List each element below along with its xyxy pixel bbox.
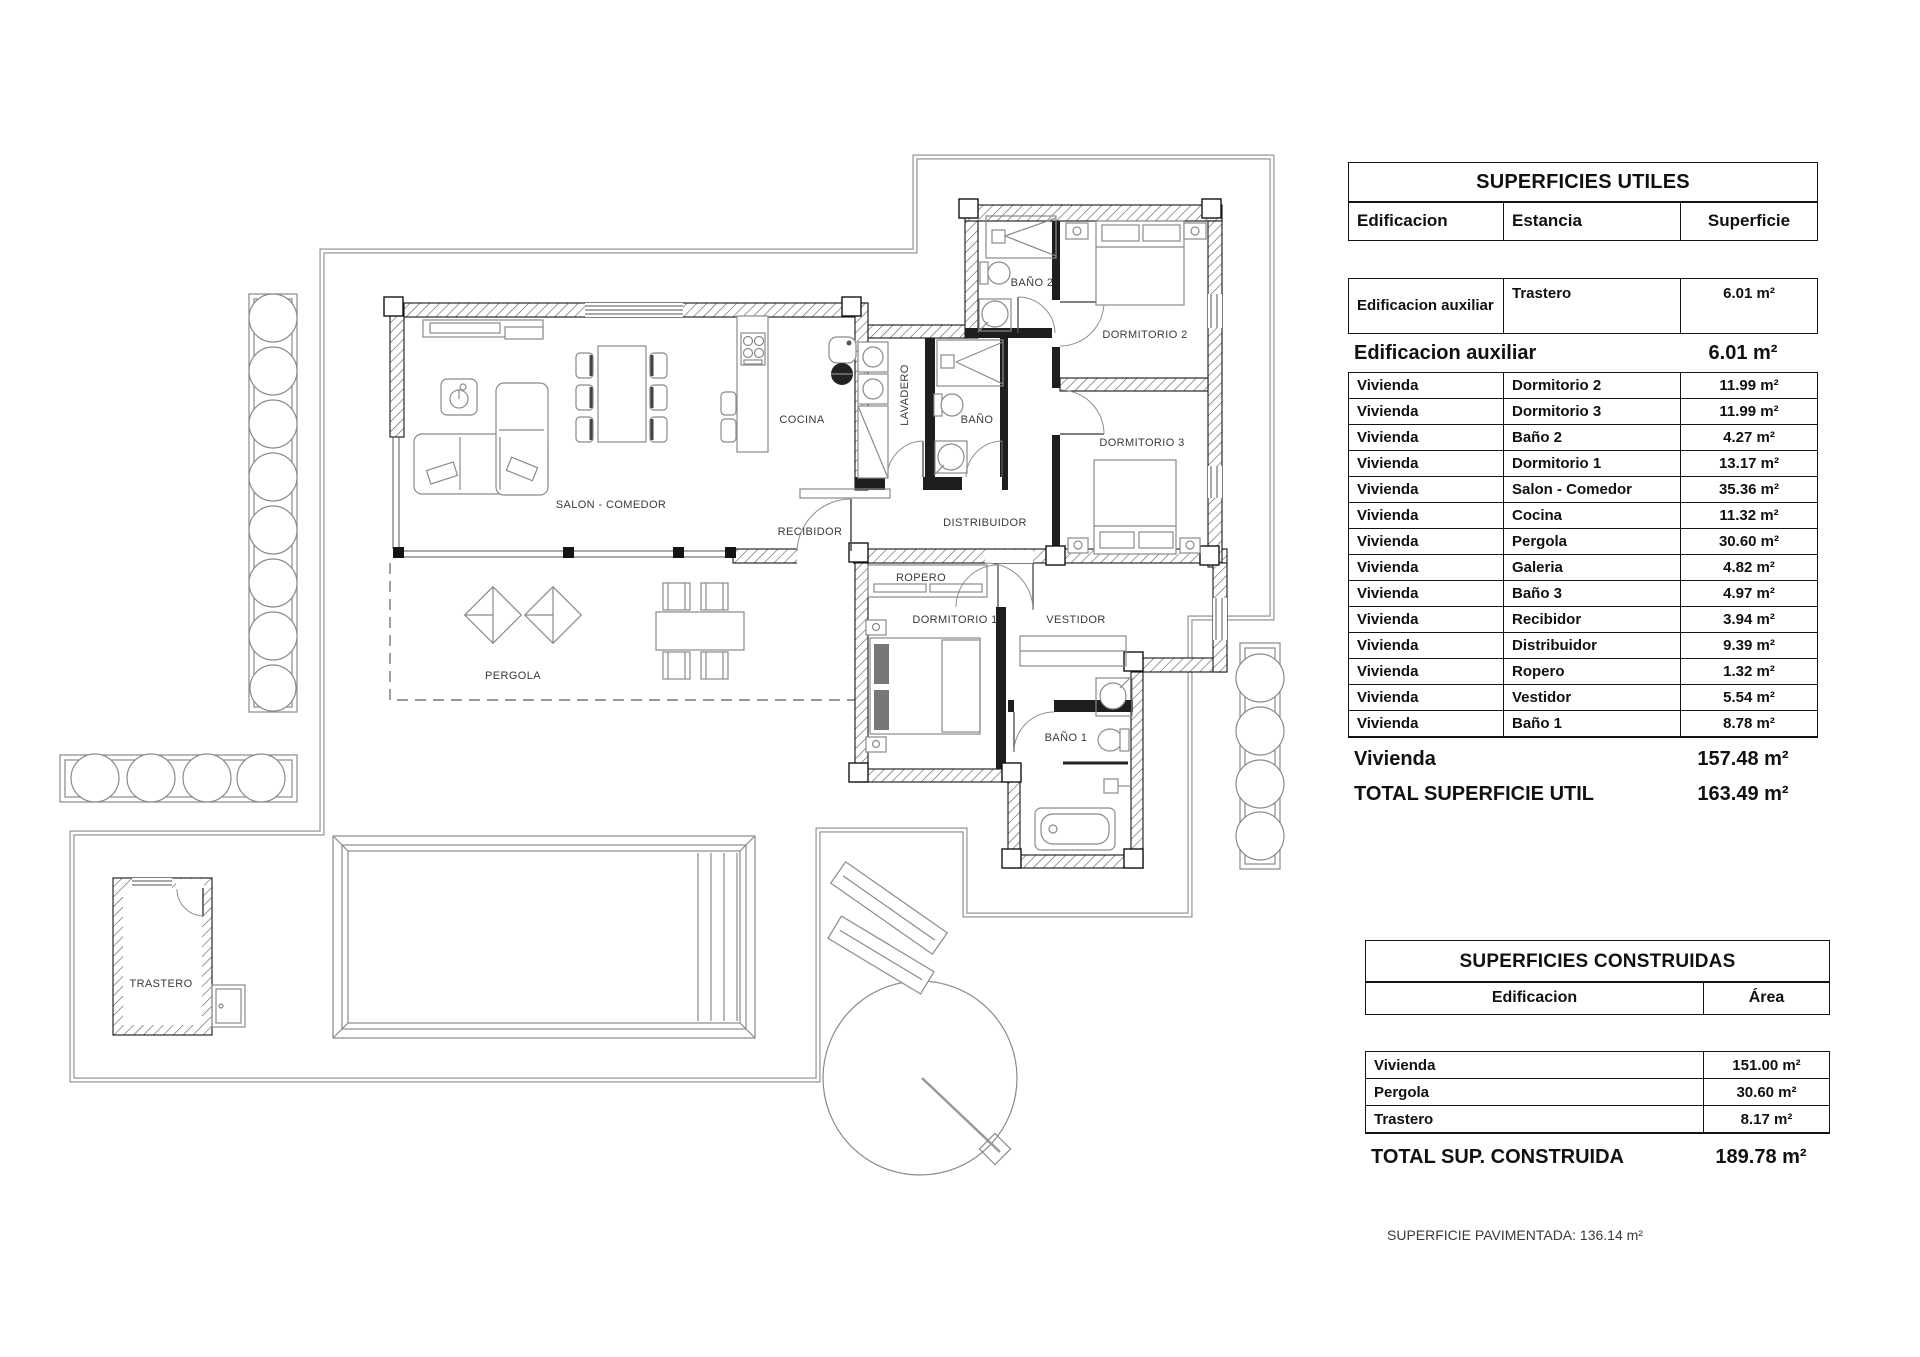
construidas-header-area: Área: [1748, 989, 1785, 1007]
room-label-salon-comedor: SALON - COMEDOR: [555, 499, 667, 511]
room-label-cocina: COCINA: [779, 414, 825, 426]
superficies-construidas-table: [1365, 940, 1830, 1176]
utiles-table-row: [1349, 685, 1817, 711]
row-edificacion: Pergola: [1366, 1079, 1704, 1105]
door-arc-icon: [986, 563, 1033, 610]
tv-unit: [423, 320, 543, 339]
construidas-total: [1365, 1138, 1830, 1176]
row-superficie: 4.97 m²: [1723, 585, 1775, 603]
row-superficie: 4.82 m²: [1723, 559, 1775, 577]
row-superficie: 11.32 m²: [1719, 507, 1779, 525]
aux-row-edificacion: Edificacion auxiliar: [1349, 279, 1504, 333]
room-label-lavadero: LAVADERO: [899, 364, 911, 426]
row-superficie: 35.36 m²: [1718, 481, 1780, 499]
row-estancia: Salon - Comedor: [1504, 477, 1681, 502]
construidas-table-title: SUPERFICIES CONSTRUIDAS: [1365, 940, 1830, 983]
door-arc-icon: [1018, 297, 1055, 333]
utiles-table-row: [1349, 711, 1817, 737]
row-edificacion: Vivienda: [1349, 685, 1504, 710]
row-superficie: 8.78 m²: [1723, 715, 1775, 733]
room-label-bano2: BAÑO 2: [1010, 277, 1054, 289]
row-estancia: Dormitorio 3: [1504, 399, 1681, 424]
door-arc-icon: [966, 441, 1002, 477]
utiles-table-row: [1349, 477, 1817, 503]
row-superficie: 9.39 m²: [1723, 637, 1775, 655]
utiles-table-row: [1349, 529, 1817, 555]
bedroom3-furniture: [1068, 460, 1200, 554]
tree-row-bottom-left: [60, 754, 297, 802]
aux-subtotal-value: 6.01 m²: [1708, 341, 1778, 364]
utiles-header-edificacion: Edificacion: [1349, 202, 1504, 240]
construidas-table-header: [1365, 981, 1830, 1015]
pool-steps-icon: [698, 853, 737, 1021]
tree-icon: [71, 754, 285, 802]
utiles-table-row: [1349, 581, 1817, 607]
construidas-table-row: [1366, 1106, 1829, 1133]
row-edificacion: Vivienda: [1349, 373, 1504, 398]
row-edificacion: Vivienda: [1349, 451, 1504, 476]
row-estancia: Distribuidor: [1504, 633, 1681, 658]
vivienda-subtotal-value: 157.48 m²: [1697, 747, 1789, 770]
room-label-bano: BAÑO: [960, 414, 994, 426]
row-edificacion: Vivienda: [1349, 659, 1504, 684]
superficies-utiles-table: [1348, 162, 1818, 812]
row-area: 8.17 m²: [1740, 1110, 1793, 1128]
row-superficie: 5.54 m²: [1723, 689, 1775, 707]
utiles-table-row: [1349, 659, 1817, 685]
row-superficie: 4.27 m²: [1723, 429, 1775, 447]
row-estancia: Baño 2: [1504, 425, 1681, 450]
room-label-dormitorio3: DORMITORIO 3: [1099, 437, 1185, 449]
aux-subtotal-label: Edificacion auxiliar: [1354, 341, 1537, 364]
bathroom3-fixtures: [934, 340, 1003, 475]
utiles-table-row: [1349, 451, 1817, 477]
room-label-dormitorio2: DORMITORIO 2: [1102, 329, 1188, 341]
utiles-rows-table: [1348, 372, 1818, 738]
aux-row-estancia: Trastero: [1504, 279, 1681, 333]
stove-icon: [441, 379, 477, 415]
row-superficie: 1.32 m²: [1723, 663, 1775, 681]
room-label-trastero: TRASTERO: [129, 978, 193, 990]
paved-surface-note: SUPERFICIE PAVIMENTADA: 136.14 m²: [1387, 1227, 1643, 1243]
door-arc-icon: [1060, 390, 1104, 434]
row-superficie: 11.99 m²: [1719, 403, 1779, 421]
row-estancia: Recibidor: [1504, 607, 1681, 632]
row-superficie: 11.99 m²: [1719, 377, 1779, 395]
utiles-table-row: [1349, 425, 1817, 451]
utiles-table-header: [1348, 201, 1818, 241]
row-superficie: 13.17 m²: [1718, 455, 1780, 473]
utiles-table-row: [1349, 399, 1817, 425]
tree-row-left-column: [249, 294, 297, 712]
outdoor-dining-set: [656, 583, 744, 679]
sun-lounger: [828, 862, 947, 994]
room-label-distribuidor: DISTRIBUIDOR: [943, 517, 1027, 529]
utiles-table-row: [1349, 555, 1817, 581]
row-estancia: Ropero: [1504, 659, 1681, 684]
pergola-area: [390, 563, 855, 700]
row-estancia: Dormitorio 2: [1504, 373, 1681, 398]
room-label-recibidor: RECIBIDOR: [777, 526, 843, 538]
construidas-total-value: 189.78 m²: [1715, 1145, 1807, 1168]
row-estancia: Cocina: [1504, 503, 1681, 528]
swimming-pool: [333, 836, 755, 1038]
row-edificacion: Vivienda: [1349, 581, 1504, 606]
room-label-pergola: PERGOLA: [485, 670, 541, 682]
construidas-rows-table: [1365, 1051, 1830, 1134]
row-edificacion: Vivienda: [1349, 633, 1504, 658]
utiles-vivienda-subtotal: [1348, 742, 1818, 776]
utiles-total-label: TOTAL SUPERFICIE UTIL: [1354, 782, 1595, 805]
row-edificacion: Vivienda: [1349, 711, 1504, 736]
utiles-table-row: [1349, 373, 1817, 399]
bathtub-icon: [1035, 808, 1115, 850]
door-arc-icon: [956, 565, 998, 607]
utiles-aux-row: [1348, 278, 1818, 334]
row-edificacion: Vivienda: [1349, 607, 1504, 632]
utiles-table-title: SUPERFICIES UTILES: [1348, 162, 1818, 203]
row-edificacion: Vivienda: [1349, 477, 1504, 502]
construidas-table-row: [1366, 1079, 1829, 1106]
room-label-vestidor: VESTIDOR: [1046, 614, 1106, 626]
sofa: [414, 383, 548, 495]
trastero-porch: [212, 985, 245, 1027]
construidas-total-label: TOTAL SUP. CONSTRUIDA: [1371, 1145, 1624, 1168]
row-estancia: Baño 1: [1504, 711, 1681, 736]
kitchen-sink-icon: [829, 337, 856, 385]
dining-table-set: [576, 346, 667, 442]
lavadero-appliances: [858, 342, 888, 478]
utiles-header-superficie: Superficie: [1707, 211, 1791, 231]
vestidor-closet: [1020, 636, 1126, 666]
row-edificacion: Vivienda: [1349, 399, 1504, 424]
bedroom2-furniture: [1066, 221, 1206, 305]
aux-row-superficie: 6.01 m²: [1723, 285, 1775, 303]
round-terrace: [823, 981, 1017, 1175]
row-edificacion: Trastero: [1366, 1106, 1704, 1132]
utiles-header-estancia: Estancia: [1504, 202, 1681, 240]
construidas-table-row: [1366, 1052, 1829, 1079]
door-arc-icon: [887, 441, 923, 477]
tree-icon: [249, 294, 297, 711]
bathroom2-fixtures: [978, 216, 1056, 332]
row-superficie: 3.94 m²: [1723, 611, 1775, 629]
construidas-header-edificacion: Edificacion: [1366, 982, 1704, 1014]
utiles-table-row: [1349, 633, 1817, 659]
row-estancia: Dormitorio 1: [1504, 451, 1681, 476]
utiles-total-value: 163.49 m²: [1697, 782, 1789, 805]
row-edificacion: Vivienda: [1349, 425, 1504, 450]
hall-counter: [800, 489, 890, 498]
utiles-table-row: [1349, 607, 1817, 633]
room-label-bano1: BAÑO 1: [1044, 732, 1088, 744]
door-arc-icon: [797, 499, 851, 551]
vivienda-subtotal-label: Vivienda: [1354, 747, 1436, 770]
row-edificacion: Vivienda: [1366, 1052, 1704, 1078]
tree-icon: [1236, 654, 1284, 860]
row-estancia: Pergola: [1504, 529, 1681, 554]
row-estancia: Galeria: [1504, 555, 1681, 580]
row-area: 151.00 m²: [1732, 1056, 1801, 1074]
row-edificacion: Vivienda: [1349, 503, 1504, 528]
utiles-aux-subtotal: [1348, 337, 1818, 369]
door-arc-icon: [1060, 302, 1104, 346]
row-edificacion: Vivienda: [1349, 529, 1504, 554]
trastero-building: [113, 878, 212, 1035]
folding-chair-icon: [465, 587, 582, 644]
row-edificacion: Vivienda: [1349, 555, 1504, 580]
room-label-dormitorio1: DORMITORIO 1: [912, 614, 998, 626]
row-area: 30.60 m²: [1736, 1083, 1797, 1101]
utiles-total: [1348, 776, 1818, 812]
tree-row-right-column: [1236, 643, 1284, 869]
room-label-ropero: ROPERO: [895, 572, 947, 584]
row-superficie: 30.60 m²: [1718, 533, 1780, 551]
row-estancia: Vestidor: [1504, 685, 1681, 710]
utiles-table-row: [1349, 503, 1817, 529]
kitchen-island: [721, 316, 768, 452]
row-estancia: Baño 3: [1504, 581, 1681, 606]
bedroom1-furniture: [866, 620, 980, 752]
